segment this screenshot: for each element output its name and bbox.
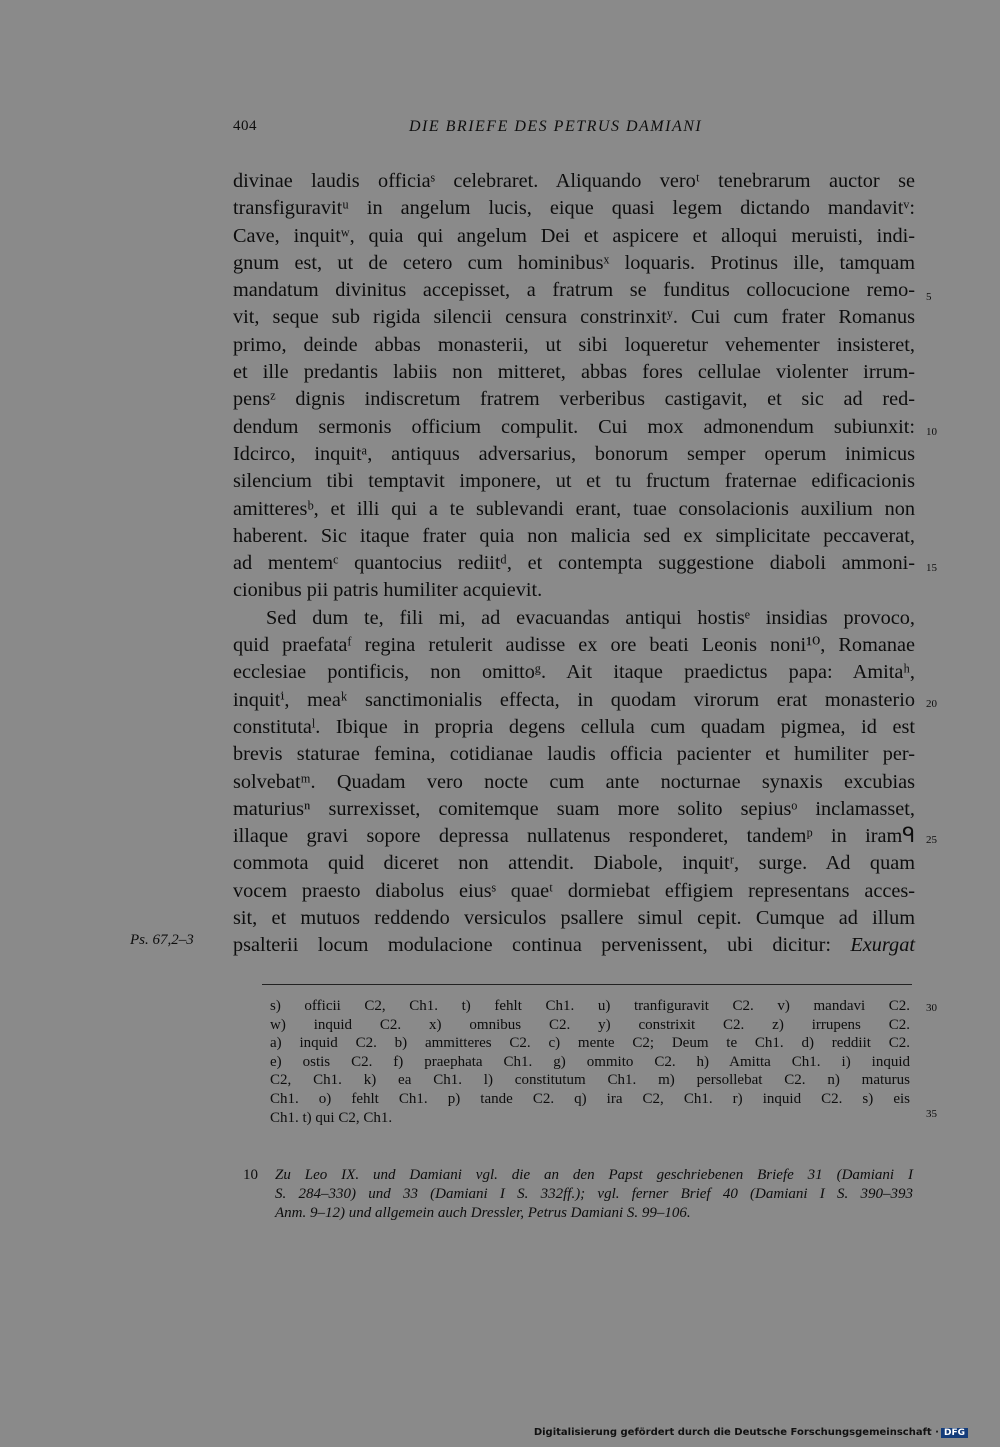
- text-line: ad mentemᶜ quantocius rediitᵈ, et contempta suggestione diaboli ammoni-: [233, 552, 915, 575]
- text-line: solvebatᵐ. Quadam vero nocte cum ante nocturnae synaxis excubias: [233, 770, 915, 793]
- text-line: quid praefataᶠ regina retulerit audisse ex ore beati Leonis noni¹⁰, Romanae: [233, 634, 915, 657]
- text-line: Sed dum te, fili mi, ad evacuandas antiqui hostisᵉ insidias provoco,: [266, 606, 915, 629]
- text-line-italic: Exurgat: [850, 934, 915, 957]
- margin-reference: Ps. 67,2–3: [130, 932, 194, 948]
- apparatus-line: a) inquid C2. b) ammitteres C2. c) mente C2; Deum te Ch1. d) reddiit C2.: [270, 1035, 910, 1052]
- text-line: pensᶻ dignis indiscretum fratrem verberibus castigavit, et sic ad red-: [233, 388, 915, 411]
- line-number: 15: [926, 562, 937, 574]
- apparatus-line: Ch1. o) fehlt Ch1. p) tande C2. q) ira C2, Ch1. r) inquid C2. s) eis: [270, 1090, 910, 1107]
- text-line: commota quid diceret non attendit. Diabole, inquitʳ, surge. Ad quam: [233, 852, 915, 875]
- text-line: transfiguravitᵘ in angelum lucis, eique quasi legem dictando mandavitᵛ:: [233, 197, 915, 220]
- apparatus-line: Ch1. t) qui C2, Ch1.: [270, 1109, 393, 1126]
- line-number: 35: [926, 1108, 937, 1120]
- line-number: 30: [926, 1002, 937, 1014]
- footnote-line: Zu Leo IX. und Damiani vgl. die an den Papst geschriebenen Briefe 31 (Damiani I: [275, 1167, 913, 1183]
- text-line: brevis staturae femina, cotidianae laudis officia pacienter et humiliter per-: [233, 743, 915, 766]
- text-line: et ille predantis labiis non mitteret, abbas fores cellulae violenter irrum-: [233, 361, 915, 384]
- text-line: sit, et mutuos reddendo versiculos psallere simul cepit. Cumque ad illum: [233, 907, 915, 930]
- dfg-logo: DFG: [941, 1428, 968, 1438]
- line-number: 5: [926, 291, 932, 303]
- text-line: primo, deinde abbas monasterii, ut sibi loqueretur vehementer insisteret,: [233, 333, 915, 356]
- text-line-roman: psalterii locum modulacione continua pervenissent, ubi dicitur:: [233, 934, 831, 957]
- apparatus-line: s) officii C2, Ch1. t) fehlt Ch1. u) tranfiguravit C2. v) mandavi C2.: [270, 998, 910, 1014]
- text-line: maturiusⁿ surrexisset, comitemque suam more solito sepiusᵒ inclamasset,: [233, 797, 915, 820]
- page-number: 404: [233, 118, 257, 134]
- text-line: vit, seque sub rigida silencii censura constrinxitʸ. Cui cum frater Romanus: [233, 306, 915, 329]
- credit-text: Digitalisierung gefördert durch die Deutsche Forschungsgemeinschaft ·: [533, 1427, 939, 1438]
- line-number: 10: [926, 426, 937, 438]
- text-line: gnum est, ut de cetero cum hominibusˣ loquaris. Protinus ille, tamquam: [233, 251, 915, 274]
- footnote-line: S. 284–330) und 33 (Damiani I S. 332ff.); vgl. ferner Brief 40 (Damiani I S. 390–393: [275, 1186, 913, 1202]
- text-line: vocem praesto diabolus eiusˢ quaeᵗ dormiebat effigiem representans acces-: [233, 879, 915, 902]
- main-text: [233, 168, 915, 960]
- footnote-line: Anm. 9–12) und allgemein auch Dressler, Petrus Damiani S. 99–106.: [275, 1205, 691, 1221]
- apparatus-line: C2, Ch1. k) ea Ch1. l) constitutum Ch1. m) persollebat C2. n) maturus: [270, 1072, 910, 1089]
- text-line: divinae laudis officiaˢ celebraret. Aliquando veroᵗ tenebrarum auctor se: [233, 170, 915, 192]
- text-line: ecclesiae pontificis, non omittoᵍ. Ait itaque praedictus papa: Amitaʰ,: [233, 661, 915, 684]
- running-title: DIE BRIEFE DES PETRUS DAMIANI: [409, 118, 703, 135]
- line-number: 25: [926, 834, 937, 846]
- text-line: haberent. Sic itaque frater quia non malicia sed ex simplicitate peccaverat,: [233, 524, 915, 547]
- apparatus-divider: [262, 984, 912, 985]
- digitization-credit: [534, 1427, 968, 1438]
- text-line-final: [233, 932, 915, 959]
- footnote-number: 10: [243, 1167, 258, 1183]
- text-line: Idcirco, inquitᵃ, antiquus adversarius, bonorum semper operum inimicus: [233, 442, 915, 465]
- text-line: illaque gravi sopore depressa nullatenus responderet, tandemᵖ in iramᑫ: [233, 825, 915, 848]
- running-header: [233, 118, 913, 142]
- footnote-text: [275, 1166, 913, 1223]
- text-line: cionibus pii patris humiliter acquievit.: [233, 579, 543, 602]
- text-line: amitteresᵇ, et illi qui a te sublevandi erant, tuae consolacionis auxilium non: [233, 497, 915, 520]
- text-line: mandatum divinitus accepisset, a fratrum se funditus collocucione remo-: [233, 279, 915, 302]
- line-number: 20: [926, 698, 937, 710]
- critical-apparatus: [270, 997, 910, 1127]
- text-line: constitutaˡ. Ibique in propria degens cellula cum quadam pigmea, id est: [233, 715, 915, 738]
- apparatus-line: e) ostis C2. f) praephata Ch1. g) ommito C2. h) Amitta Ch1. i) inquid: [270, 1053, 910, 1070]
- text-line: dendum sermonis officium compulit. Cui mox admonendum subiunxit:: [233, 415, 915, 438]
- text-line: inquitⁱ, meaᵏ sanctimonialis effecta, in quodam virorum erat monasterio: [233, 688, 915, 711]
- text-line: silencium tibi temptavit imponere, ut et tu fructum fraternae edificacionis: [233, 470, 915, 493]
- apparatus-line: w) inquid C2. x) omnibus C2. y) constrixit C2. z) irrupens C2.: [270, 1016, 910, 1033]
- text-line: Cave, inquitʷ, quia qui angelum Dei et aspicere et alloqui meruisti, indi-: [233, 224, 915, 247]
